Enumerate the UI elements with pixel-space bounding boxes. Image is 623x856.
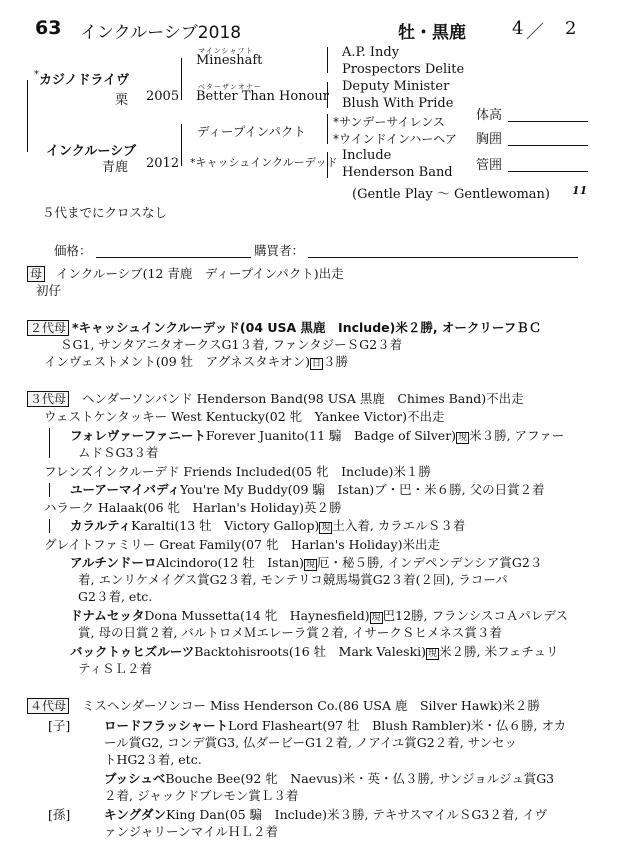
gen3-line-3-text: Forever Juanito(11 騸 Badge of Silver): [205, 428, 457, 443]
gen4-line-7-text: King Dan(05 騸 Include)米３勝, テキサスマイルＳG3２着, イヴ: [166, 807, 548, 822]
gen3-line-8: [70, 518, 465, 534]
dam-dam-name: [190, 154, 338, 170]
gen3-line-6: [70, 482, 545, 498]
gen4-line-3: ール賞G2, コンデ賞G3, 仏ダービーG1２着, ノアイユ賞G2２着, サンセッ: [104, 735, 518, 750]
buyer-field-line: [308, 257, 578, 258]
sire-dam-name: Better Than Honour: [196, 89, 329, 104]
sire-branch-line: [181, 58, 182, 100]
gen3-line-12: G2３着, etc.: [78, 589, 153, 604]
gen3-line-8-bold: カラルティ: [70, 518, 132, 533]
gen3-line-14: 賞, 母の日賞２着, バルトロメＭエレーラ賞２着, イサークＳヒメネス賞３着: [78, 625, 502, 640]
gen3-line-3: [70, 428, 564, 444]
gen4-line-7: [104, 807, 547, 823]
pedigree-henderson-band: Henderson Band: [342, 165, 453, 180]
gen2-tag: ２代母: [27, 320, 69, 336]
gen3-line-10: [70, 555, 542, 571]
lot-number: 63: [35, 17, 62, 39]
birth-month: 4: [512, 18, 524, 39]
gen3-line-1: ヘンダーソンバンド Henderson Band(98 USA 黒鹿 Chimes Band)不出走: [82, 391, 524, 406]
dam-line-2: 初仔: [36, 283, 62, 298]
gen4-tag: ４代母: [27, 698, 69, 714]
gen3-tag: ３代母: [27, 391, 69, 407]
pedigree-sunday-silence: *サンデーサイレンス: [333, 115, 445, 129]
horse-name: インクルーシブ2018: [80, 23, 242, 43]
price-label: 価格：: [54, 243, 92, 258]
pedigree-main-line: [27, 80, 28, 152]
sire-mark: *: [34, 69, 39, 80]
gen3-line-3-tail: 米３勝, アファー: [469, 428, 565, 443]
sire-year: 2005: [146, 89, 180, 104]
gen4-line-5-bold: ブッシュベ: [104, 771, 166, 786]
gen3-line-6-text: You're My Buddy(09 騸 Istan)ブ・巴・米６勝, 父の日賞２着: [180, 482, 545, 497]
gen4-line-8: ァンジャリーンマイルＨＬ２着: [104, 824, 278, 839]
dam-name: インクルーシブ: [46, 144, 137, 159]
sire-sire-ruby: マインシャフト: [198, 47, 254, 55]
pedigree-prospectors-delite: Prospectors Delite: [342, 62, 465, 77]
chest-label: 胸囲: [476, 132, 503, 147]
no-cross-note: ５代までにクロスなし: [42, 205, 168, 220]
sire-dam-ruby: ベターザンオナー: [198, 83, 262, 91]
dam-line-1: インクルーシブ(12 青鹿 ディープインパクト)出走: [56, 266, 344, 281]
pedigree-bottom-line: (Gentle Play 〜 Gentlewoman): [352, 187, 550, 202]
gen3-branch-3: [49, 519, 50, 533]
gen3-line-8-text: Karalti(13 牡 Victory Gallop): [131, 518, 320, 533]
gen4-grandchild-label: [孫]: [48, 807, 71, 822]
gen3-line-15-text: Backtohisroots(16 牡 Mark Valeski): [194, 644, 427, 659]
gen3-line-13-tail: 巴12勝, フランシスコＡパレデス: [382, 608, 568, 623]
gen2-line-1: *キャッシュインクルーデッド(04 USA 黒鹿 Include)米２勝, オークリーフＢＣ: [72, 320, 542, 335]
gen3-line-10-tail: 厄・秘５勝, インデペンデンシア賞G2３: [317, 555, 543, 570]
gen3-line-15: [70, 644, 558, 660]
height-label: 体高: [476, 108, 503, 123]
gen3-line-15-tail: 米２勝, 米フェチュリ: [439, 644, 559, 659]
gen3-branch-1: [49, 428, 50, 458]
sire-name: [34, 69, 129, 88]
dam-dam-mark: *: [190, 156, 196, 169]
gen3-line-8-tail: 土入着, カラエルＳ３着: [332, 518, 466, 533]
gen3-line-2: ウェストケンタッキー West Kentucky(02 牝 Yankee Victor)不出走: [44, 409, 445, 424]
gen3-line-5: フレンズインクルーデド Friends Included(05 牝 Include)米１勝: [44, 464, 431, 479]
pedigree-wind-in-her-hair: *ウインドインハーヘア: [333, 132, 457, 146]
gen3-line-8-box: 現: [321, 523, 331, 533]
sire-dam-parents-line: [327, 82, 328, 108]
dam-dam-name-text: キャッシュインクルーデッド: [195, 156, 338, 169]
sire-color: 栗: [115, 93, 129, 108]
sire-sire-parents-line: [327, 47, 328, 73]
gen4-line-5-text: Bouche Bee(92 牝 Naevus)米・英・仏３勝, サンジョルジュ賞G3: [165, 771, 555, 786]
gen2-line-3-tail: ３勝: [323, 354, 349, 369]
dam-dam-parents-line: [327, 152, 328, 178]
cannon-field-line: [508, 171, 588, 172]
date-slash: ／: [526, 22, 544, 43]
dam-sire-name: ディープインパクト: [197, 124, 306, 139]
dam-branch-line: [181, 124, 182, 166]
gen3-line-7: ハラーク Halaak(06 牝 Harlan's Holiday)英２勝: [44, 500, 342, 515]
dam-year: 2012: [146, 156, 180, 171]
gen3-line-16: ティＳＬ２着: [78, 661, 153, 676]
gen3-line-3-bold: フォレヴァーファニート: [70, 428, 206, 443]
gen4-line-1: ミスヘンダーソンコー Miss Henderson Co.(86 USA 鹿 Silver Hawk)米２勝: [82, 698, 540, 713]
sire-sire-name: Mineshaft: [196, 53, 263, 68]
gen3-line-13-text: Dona Mussetta(14 牝 Haynesfield): [144, 608, 370, 623]
gen3-line-13-box: 現: [371, 613, 381, 623]
gen3-line-10-box: 現: [306, 560, 316, 570]
gen3-line-6-bold: ユーアーマイバディ: [70, 482, 181, 497]
gen4-child-label: [子]: [48, 718, 71, 733]
gen3-line-13: [70, 608, 568, 624]
cannon-label: 管囲: [476, 158, 503, 173]
gen2-line-3: [44, 354, 348, 370]
dam-sire-parents-line: [327, 114, 328, 144]
gen4-line-6: ２着, ジャックドブレモン賞Ｌ３着: [104, 788, 299, 803]
gen3-line-10-bold: アルチンドーロ: [70, 555, 157, 570]
chest-field-line: [508, 145, 588, 146]
gen2-line-3-text: インヴェストメント(09 牡 アグネスタキオン): [44, 354, 311, 369]
gen4-line-4: トHG2３着, etc.: [104, 752, 202, 767]
gen3-line-9: グレイトファミリー Great Family(07 牝 Harlan's Holiday)米出走: [44, 537, 440, 552]
sex-color: 牡・黒鹿: [398, 23, 466, 43]
gen3-line-10-text: Alcindoro(12 牡 Istan): [156, 555, 305, 570]
gen4-line-2-bold: ロードフラッシャート: [104, 718, 229, 733]
gen3-line-15-bold: バックトゥヒズルーツ: [70, 644, 195, 659]
birth-day: 2: [565, 18, 577, 39]
gen2-line-3-box: 日: [312, 359, 322, 369]
gen3-line-4: ムドＳG3３着: [78, 445, 159, 460]
gen4-line-7-bold: キングダン: [104, 807, 167, 822]
pedigree-blush-with-pride: Blush With Pride: [342, 96, 454, 111]
pedigree-include: Include: [342, 148, 392, 163]
sire-name-text: カジノドライヴ: [39, 73, 130, 88]
gen3-line-11: 着, エンリケメイグス賞G2３着, モンテリコ競馬場賞G2３着(２回), ラコーパ: [78, 572, 508, 587]
gen2-line-2: ＳG1, サンタアニタオークスG1３着, ファンタジーＳG2３着: [60, 337, 403, 352]
height-field-line: [508, 121, 588, 122]
gen4-line-5: [104, 771, 554, 787]
pedigree-deputy-minister: Deputy Minister: [342, 79, 450, 94]
pedigree-page-ref: 11: [572, 184, 588, 197]
price-field-line: [96, 257, 251, 258]
dam-tag: 母: [27, 266, 45, 282]
gen3-branch-2: [49, 483, 50, 497]
gen3-line-3-box: 現: [458, 433, 468, 443]
gen3-line-15-box: 現: [428, 649, 438, 659]
gen4-line-2: [104, 718, 566, 734]
buyer-label: 購買者：: [254, 243, 305, 258]
gen4-line-2-text: Lord Flasheart(97 牡 Blush Rambler)米・仏６勝, オカ: [228, 718, 567, 733]
pedigree-ap-indy: A.P. Indy: [342, 45, 400, 60]
gen3-line-13-bold: ドナムセッタ: [70, 608, 145, 623]
dam-color: 青鹿: [102, 160, 129, 175]
